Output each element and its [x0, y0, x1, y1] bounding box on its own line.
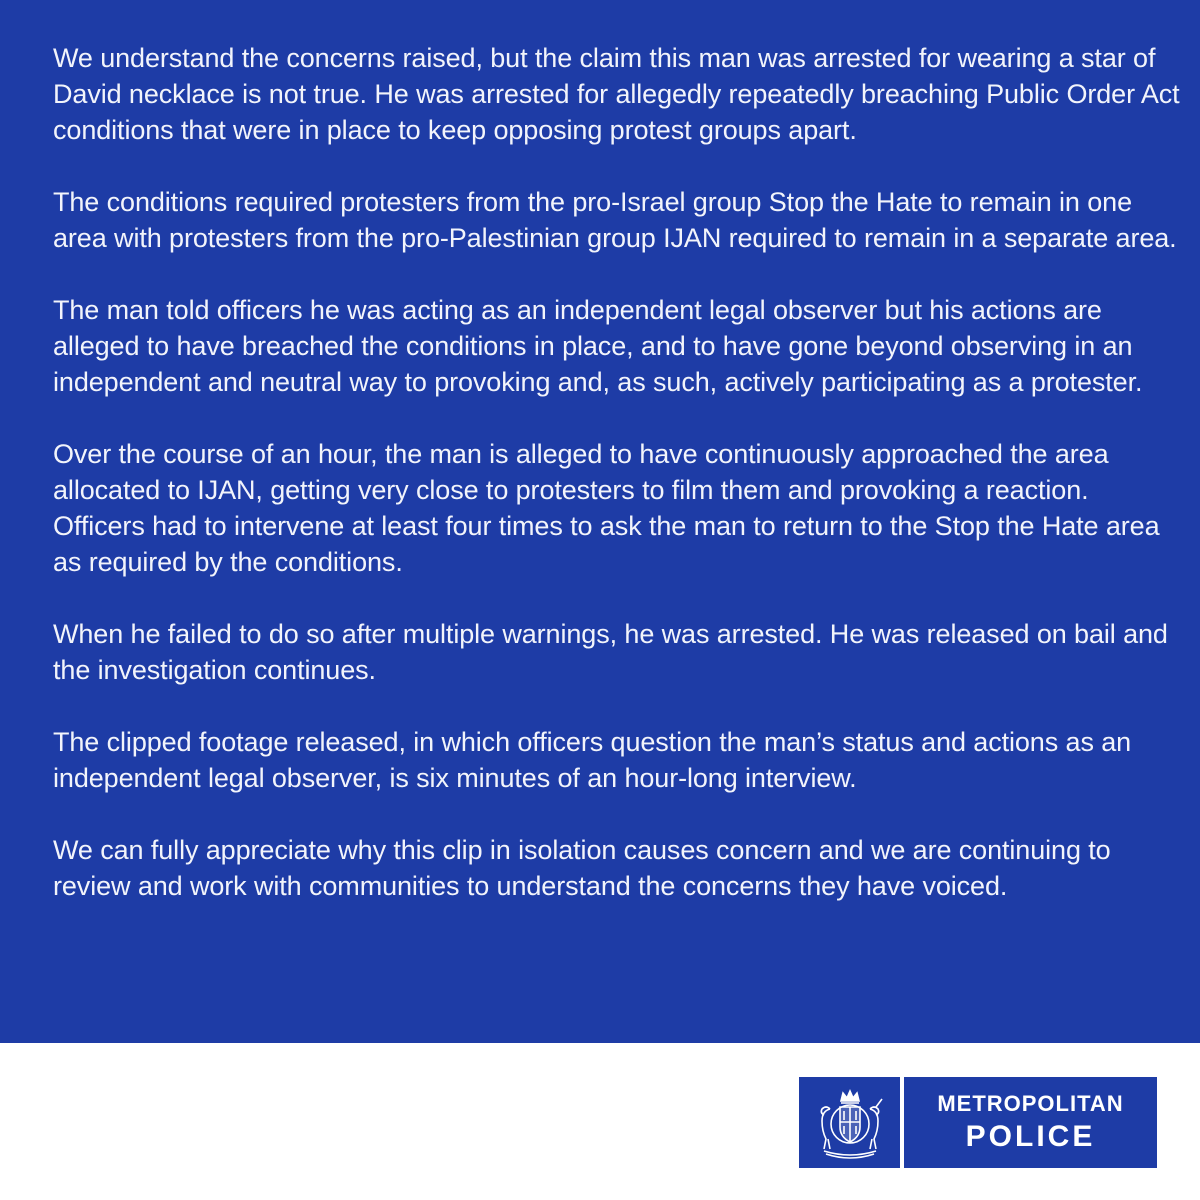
statement-paragraph: We can fully appreciate why this clip in isolation causes concern and we are continuing to review and work with communities to understand the concerns they have voiced. — [53, 835, 1111, 901]
logo-name-line-1: METROPOLITAN — [937, 1090, 1124, 1116]
crest-box — [799, 1077, 900, 1168]
statement-paragraph: When he failed to do so after multiple warnings, he was arrested. He was released on bail and the investigation continues. — [53, 619, 1168, 685]
statement-paragraph: The clipped footage released, in which officers question the man’s status and actions as an independent legal observer, is six minutes of an hour-long interview. — [53, 727, 1132, 793]
statement-paragraph: We understand the concerns raised, but the claim this man was arrested for wearing a star of David necklace is not true. He was arrested for allegedly repeatedly breaching Public Order Act conditions that were in place to keep opposing protest groups apart. — [53, 43, 1180, 145]
logo-name-line-2: POLICE — [965, 1119, 1096, 1153]
statement-paragraph: The man told officers he was acting as an independent legal observer but his actions are alleged to have breached the conditions in place, and to have gone beyond observing in an independent and neutral way to provoking and, as such, actively participating as a protester. — [53, 295, 1143, 397]
metropolitan-police-logo — [799, 1077, 1157, 1168]
statement-body — [53, 40, 1183, 940]
statement-paragraph: The conditions required protesters from the pro-Israel group Stop the Hate to remain in one area with protesters from the pro-Palestinian group IJAN required to remain in a separate area. — [53, 187, 1177, 253]
organisation-name — [904, 1077, 1157, 1168]
royal-crest-icon — [810, 1087, 890, 1159]
statement-paragraph: Over the course of an hour, the man is alleged to have continuously approached the area allocated to IJAN, getting very close to protesters to film them and provoking a reaction. Officers had to intervene at least four times to ask the man to return to the Stop the Hate area as required by the conditions. — [53, 439, 1160, 577]
